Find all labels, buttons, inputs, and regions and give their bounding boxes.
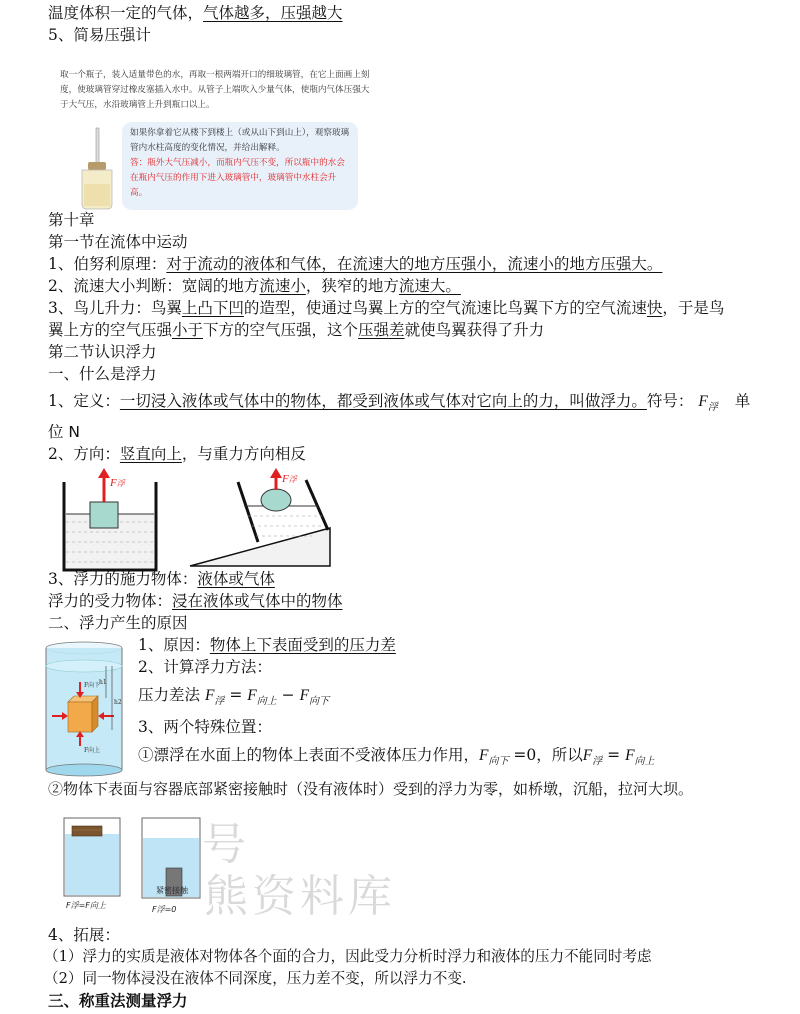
h1-label: h1 [99,679,107,686]
flow-a: 流速小 [259,277,306,295]
calc-line: 2、计算浮力方法： [138,658,272,676]
case1-F: F [479,747,489,764]
bird-p2: 的造型，使通过鸟翼上方的空气流速比鸟翼下方的空气流速 [243,299,647,317]
bird-p1: 3、鸟儿升力：鸟翼 [48,299,182,317]
h2-label: h2 [114,699,122,706]
direction-prefix: 2、方向： [48,445,120,463]
left-beaker-caption: F浮=F向上 [66,901,106,910]
watermark-bottom: 熊资料库 [204,871,396,922]
direction-suffix: ，与重力方向相反 [181,445,306,463]
bird-p5: 下方的空气压强，这个 [203,321,359,339]
receiver-prefix: 浮力的受力物体： [48,592,173,610]
f-up-label: F向上 [84,747,101,754]
fig-label-F: F [110,477,117,489]
direction-line [48,443,306,465]
bernoulli-prefix: 1、伯努利原理： [48,255,167,273]
bird-line-1 [48,297,724,319]
bird-p6: 就使鸟翼获得了升力 [404,321,545,339]
formula-minus: − [276,686,300,704]
case1-eq: = [602,746,626,764]
bird-u3: 小于 [172,321,204,339]
formula-label: 压力差法 [138,686,205,704]
case1-F3: F [625,747,635,764]
section2-title: 第二节认识浮力 [48,343,157,361]
flow-mid: ，狭窄的地方 [305,277,399,295]
unit-line: 位 N [48,423,81,441]
svg-text:F浮 [109,477,126,489]
cause-prefix: 1、原因： [138,636,210,654]
symbol-F: F [698,393,708,410]
sub3-title: 三、称重法测量浮力 [48,991,188,1010]
formula-s3: 向下 [309,696,330,707]
formula-s2: 向上 [256,696,277,707]
case1-s3: 向上 [634,756,655,767]
fig-label-sub-2: 浮 [288,475,297,484]
symbol-sub: 浮 [707,402,718,413]
bird-line-2 [48,319,544,341]
top-line-text: 温度体积一定的气体， [48,4,204,22]
symbol-label: 符号： [646,392,694,410]
case1-s: 向下 [488,756,509,767]
receiver-line [48,590,343,612]
receiver-text: 浸在液体或气体中的物体 [172,592,343,610]
unit-label: 单 [734,392,751,410]
sub2-title: 二、浮力产生的原因 [48,614,188,632]
source-text: 液体或气体 [197,570,275,588]
sub1-title: 一、什么是浮力 [48,365,157,383]
flow-b: 流速大。 [398,277,461,295]
ext2-line: （2）同一物体浸没在液体不同深度，压力差不变，所以浮力不变. [44,970,467,987]
bird-p4: 翼上方的空气压强 [48,321,173,339]
formula-line [138,684,329,713]
flow-prefix: 2、流速大小判断：宽阔的地方 [48,277,260,295]
cylinder-figure [40,640,130,778]
question-text: 如果你拿着它从楼下到楼上（或从山下到山上），观察玻璃管内水柱高度的变化情况，并给出解释。 [130,128,350,153]
cause-text: 物体上下表面受到的压力差 [209,636,396,654]
cause-line [138,634,396,656]
direction-text: 竖直向上 [119,445,182,463]
formula-s1: 浮 [214,696,225,707]
definition-prefix: 1、定义： [48,392,120,410]
case1-text: ①漂浮在水面上的物体上表面不受液体压力作用， [138,746,480,764]
f-down-label: F向下 [84,682,101,689]
section1-title: 第一节在流体中运动 [48,233,188,251]
buoyancy-direction-figure [60,466,340,572]
special-line: 3、两个特殊位置： [138,718,272,736]
source-line [48,568,275,590]
question-bubble [122,122,358,210]
bird-u4: 压强差 [358,321,405,339]
bird-u1: 上凸下凹 [181,299,244,317]
bernoulli-text: 对于流动的液体和气体，在流速大的地方压强小，流速小的地方压强大。 [166,255,663,273]
svg-text:F浮 [281,473,298,485]
answer-text: 答：瓶外大气压减小，而瓶内气压不变，所以瓶中的水会在瓶内气压的作用下进入玻璃管中，玻璃管中水柱会升高。 [130,158,345,198]
definition-text: 一切浸入液体或气体中的物体，都受到液体或气体对它向上的力，叫做浮力。 [119,392,647,410]
formula-eq: = [224,686,248,704]
flow-judge-line [48,275,461,297]
barometer-panel [58,66,376,212]
tight-contact-caption: 紧密接触 [156,886,188,895]
case1-s2: 浮 [592,756,603,767]
ext1-line: （1）浮力的实质是液体对物体各个面的合力，因此受力分析时浮力和液体的压力不能同时考虑 [44,948,652,965]
bernoulli-line [48,253,662,275]
formula-F1: F [204,687,215,704]
extension-title: 4、拓展： [48,926,120,944]
source-prefix: 3、浮力的施力物体： [48,570,198,588]
case1-F2: F [582,747,593,764]
top-line [48,2,343,24]
case1-mid: =0，所以 [508,746,583,764]
right-beaker-caption: F浮=0 [152,905,177,914]
watermark-top: 号 [202,819,250,870]
bird-u2: 快 [646,299,663,317]
chapter-title: 第十章 [48,211,95,229]
case2-line: ②物体下表面与容器底部紧密接触时（没有液体时）受到的浮力为零，如桥墩，沉船，拉河大坝。 [48,780,694,798]
fig-label-F-2: F [282,473,289,485]
definition-line [48,390,750,419]
formula-F2: F [247,687,257,704]
bird-p3: ，于是鸟 [662,299,725,317]
item5-title: 5、简易压强计 [48,26,151,44]
fig-label-sub: 浮 [116,479,125,488]
case1-line [138,744,655,773]
barometer-intro: 取一个瓶子，装入适量带色的水，再取一根两端开口的细玻璃管，在它上面画上刻度，使玻璃管穿过橡皮塞插入水中。从管子上端吹入少量气体，使瓶内气体压强大于大气压，水沿玻璃管上升到瓶口以上。 [60,70,370,110]
top-line-underlined: 气体越多，压强越大 [203,4,343,22]
bottle-illustration [68,126,114,210]
formula-F3: F [299,687,310,704]
